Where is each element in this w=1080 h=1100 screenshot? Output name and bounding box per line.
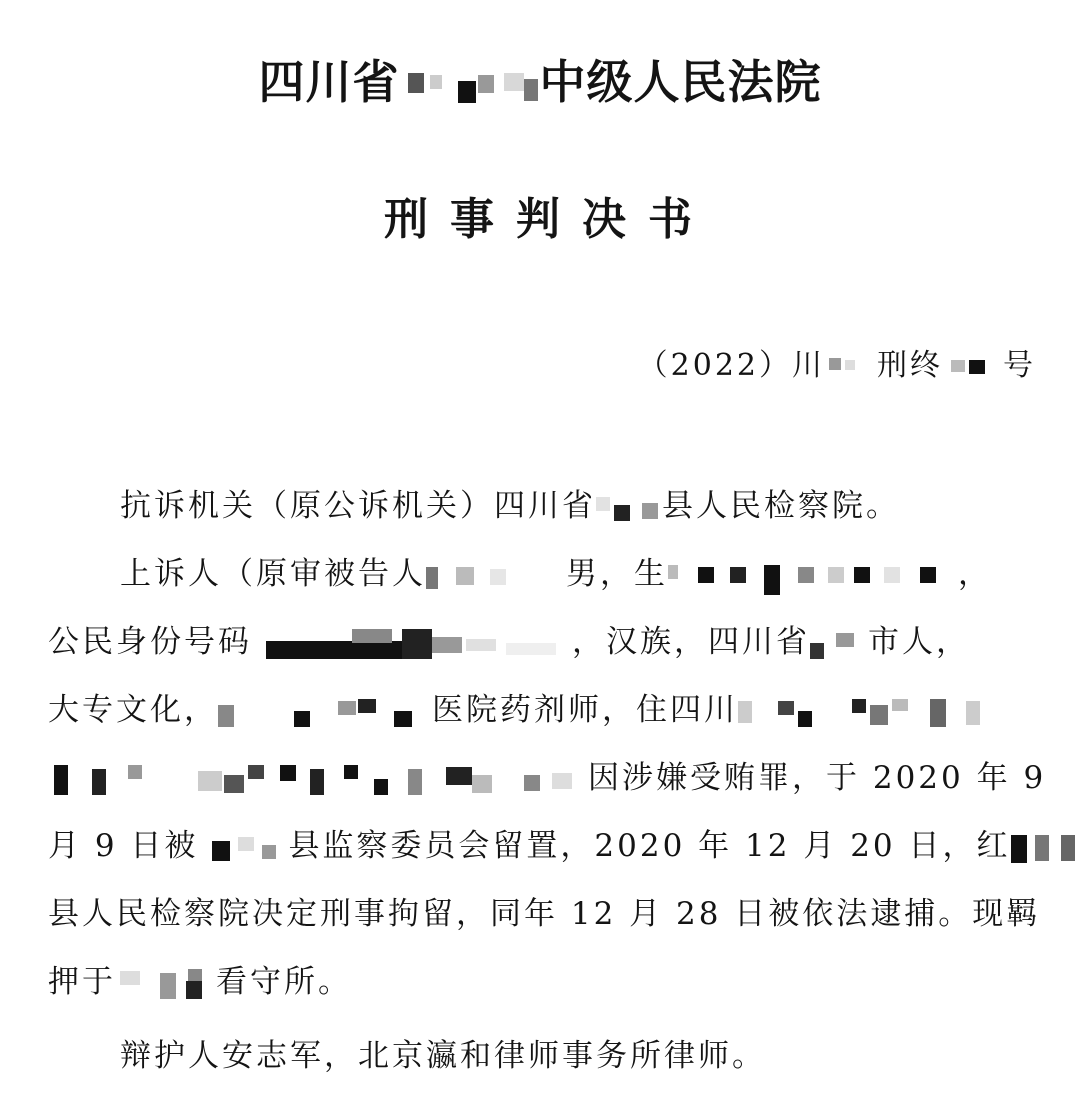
text-segment: 辩护人安志军，北京瀛和律师事务所律师。 bbox=[120, 1038, 766, 1074]
case-number-prefix: （2022）川 bbox=[637, 348, 825, 383]
paragraph-appellant bbox=[48, 552, 1080, 596]
paragraph-detention-dates bbox=[48, 824, 1038, 868]
paragraph-custody bbox=[48, 960, 1038, 1004]
text-segment: 大专文化， bbox=[48, 692, 218, 728]
redacted-county-name bbox=[1011, 833, 1080, 863]
paragraph-address-charge bbox=[48, 756, 1047, 800]
text-segment: 公民身份号码 bbox=[48, 624, 252, 660]
redacted-county-name bbox=[198, 833, 288, 863]
text-segment: 县监察委员会留置，2020 年 12 月 20 日，红 bbox=[288, 828, 1011, 864]
paragraph-id-number-line bbox=[48, 620, 1038, 664]
document-title: 刑事判决书 bbox=[384, 194, 714, 245]
redacted-birth-date bbox=[668, 561, 958, 591]
court-name-prefix: 四川省 bbox=[258, 55, 400, 109]
paragraph-education-workplace bbox=[48, 688, 1038, 732]
text-segment: 上诉人（原审被告人 bbox=[120, 556, 426, 592]
text-segment: 看守所。 bbox=[216, 964, 352, 1000]
case-number bbox=[638, 344, 1036, 388]
text-segment: 市人， bbox=[868, 624, 970, 660]
redacted-workplace bbox=[218, 697, 432, 727]
text-segment: 押于 bbox=[48, 964, 116, 1000]
text-segment: 县人民检察院。 bbox=[662, 488, 900, 524]
redacted-id-number bbox=[252, 629, 572, 659]
redacted-case-serial bbox=[943, 352, 1003, 382]
text-segment: ，汉族，四川省 bbox=[572, 624, 810, 660]
redacted-city-of-origin bbox=[810, 629, 868, 659]
redacted-court-code bbox=[825, 352, 877, 382]
paragraph-prosecution-organ bbox=[48, 484, 1080, 528]
paragraph-arrest bbox=[48, 892, 1041, 936]
redacted-detention-center bbox=[116, 969, 216, 999]
text-segment: 男，生 bbox=[566, 556, 668, 592]
text-segment: 月 9 日被 bbox=[48, 828, 199, 864]
redacted-city-name bbox=[400, 65, 540, 107]
text-segment: ， bbox=[958, 556, 992, 592]
redacted-county-name bbox=[596, 493, 662, 523]
text-segment: 抗诉机关（原公诉机关）四川省 bbox=[120, 488, 596, 524]
case-number-suffix: 号 bbox=[1003, 348, 1036, 383]
redacted-defendant-name bbox=[426, 561, 566, 591]
text-segment: 县人民检察院决定刑事拘留，同年 12 月 28 日被依法逮捕。现羁 bbox=[48, 896, 1041, 932]
redacted-address-continued bbox=[48, 765, 588, 795]
text-segment: 医院药剂师，住四川 bbox=[432, 692, 738, 728]
court-name-suffix: 中级人民法院 bbox=[539, 55, 822, 109]
court-name-heading bbox=[0, 52, 1080, 112]
redacted-residence-address bbox=[738, 697, 988, 727]
case-number-middle: 刑终 bbox=[877, 348, 943, 383]
text-segment: 因涉嫌受贿罪，于 2020 年 9 bbox=[588, 760, 1047, 796]
paragraph-defender bbox=[48, 1034, 1080, 1078]
